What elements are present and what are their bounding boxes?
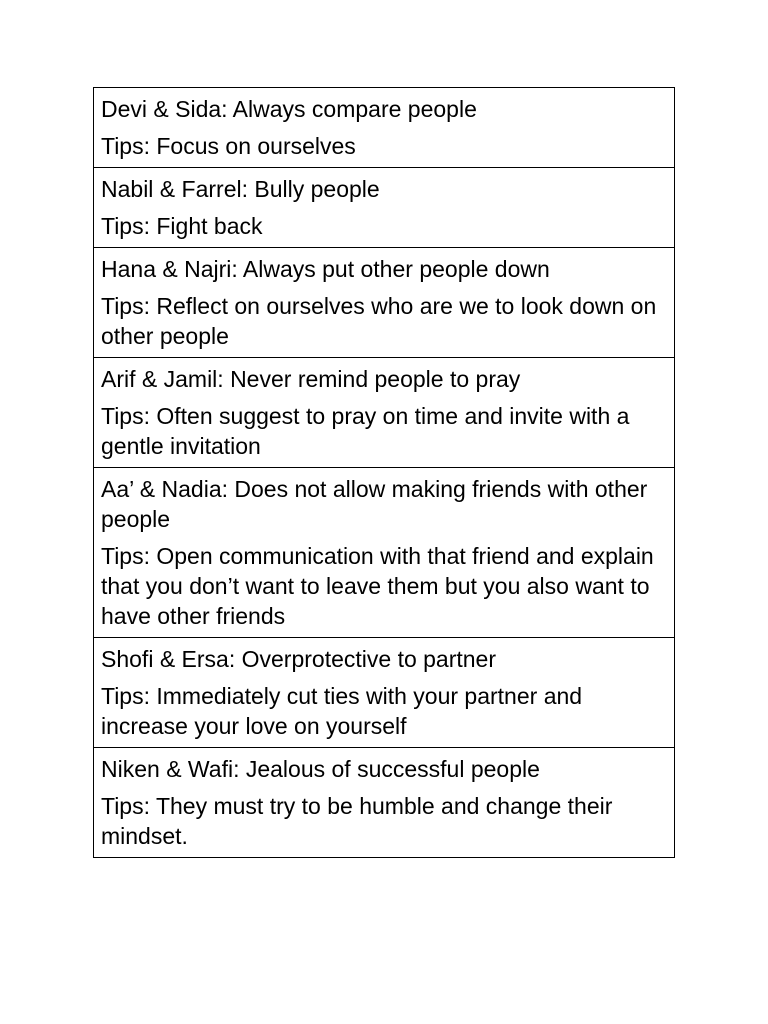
- behaviour-text: Hana & Najri: Always put other people down: [101, 256, 550, 282]
- behaviour-text: Arif & Jamil: Never remind people to pray: [101, 366, 521, 392]
- tip-text: Tips: They must try to be humble and change their mindset.: [101, 793, 613, 849]
- table-cell: [94, 358, 675, 468]
- table-row: [94, 468, 675, 638]
- behaviour-text: Devi & Sida: Always compare people: [101, 96, 477, 122]
- table-row: [94, 358, 675, 468]
- table-row: [94, 638, 675, 748]
- tip-text: Tips: Focus on ourselves: [101, 133, 356, 159]
- table-row: [94, 88, 675, 168]
- behaviour-text: Shofi & Ersa: Overprotective to partner: [101, 646, 497, 672]
- tip-text: Tips: Open communication with that friend and explain that you don’t want to leave them but you also want to have other friends: [101, 543, 654, 629]
- behaviour-text: Niken & Wafi: Jealous of successful people: [101, 756, 540, 782]
- tip-text: Tips: Reflect on ourselves who are we to look down on other people: [101, 293, 657, 349]
- table-row: [94, 168, 675, 248]
- table-cell: [94, 468, 675, 638]
- table-cell: [94, 168, 675, 248]
- behaviour-text: Nabil & Farrel: Bully people: [101, 176, 380, 202]
- tip-text: Tips: Fight back: [101, 213, 263, 239]
- tips-table: [93, 87, 675, 858]
- table-cell: [94, 748, 675, 858]
- table-row: [94, 248, 675, 358]
- table-row: [94, 748, 675, 858]
- behaviour-text: Aa’ & Nadia: Does not allow making friends with other people: [101, 476, 648, 532]
- table-cell: [94, 248, 675, 358]
- table-cell: [94, 638, 675, 748]
- tip-text: Tips: Immediately cut ties with your partner and increase your love on yourself: [101, 683, 583, 739]
- tip-text: Tips: Often suggest to pray on time and invite with a gentle invitation: [101, 403, 630, 459]
- table-cell: [94, 88, 675, 168]
